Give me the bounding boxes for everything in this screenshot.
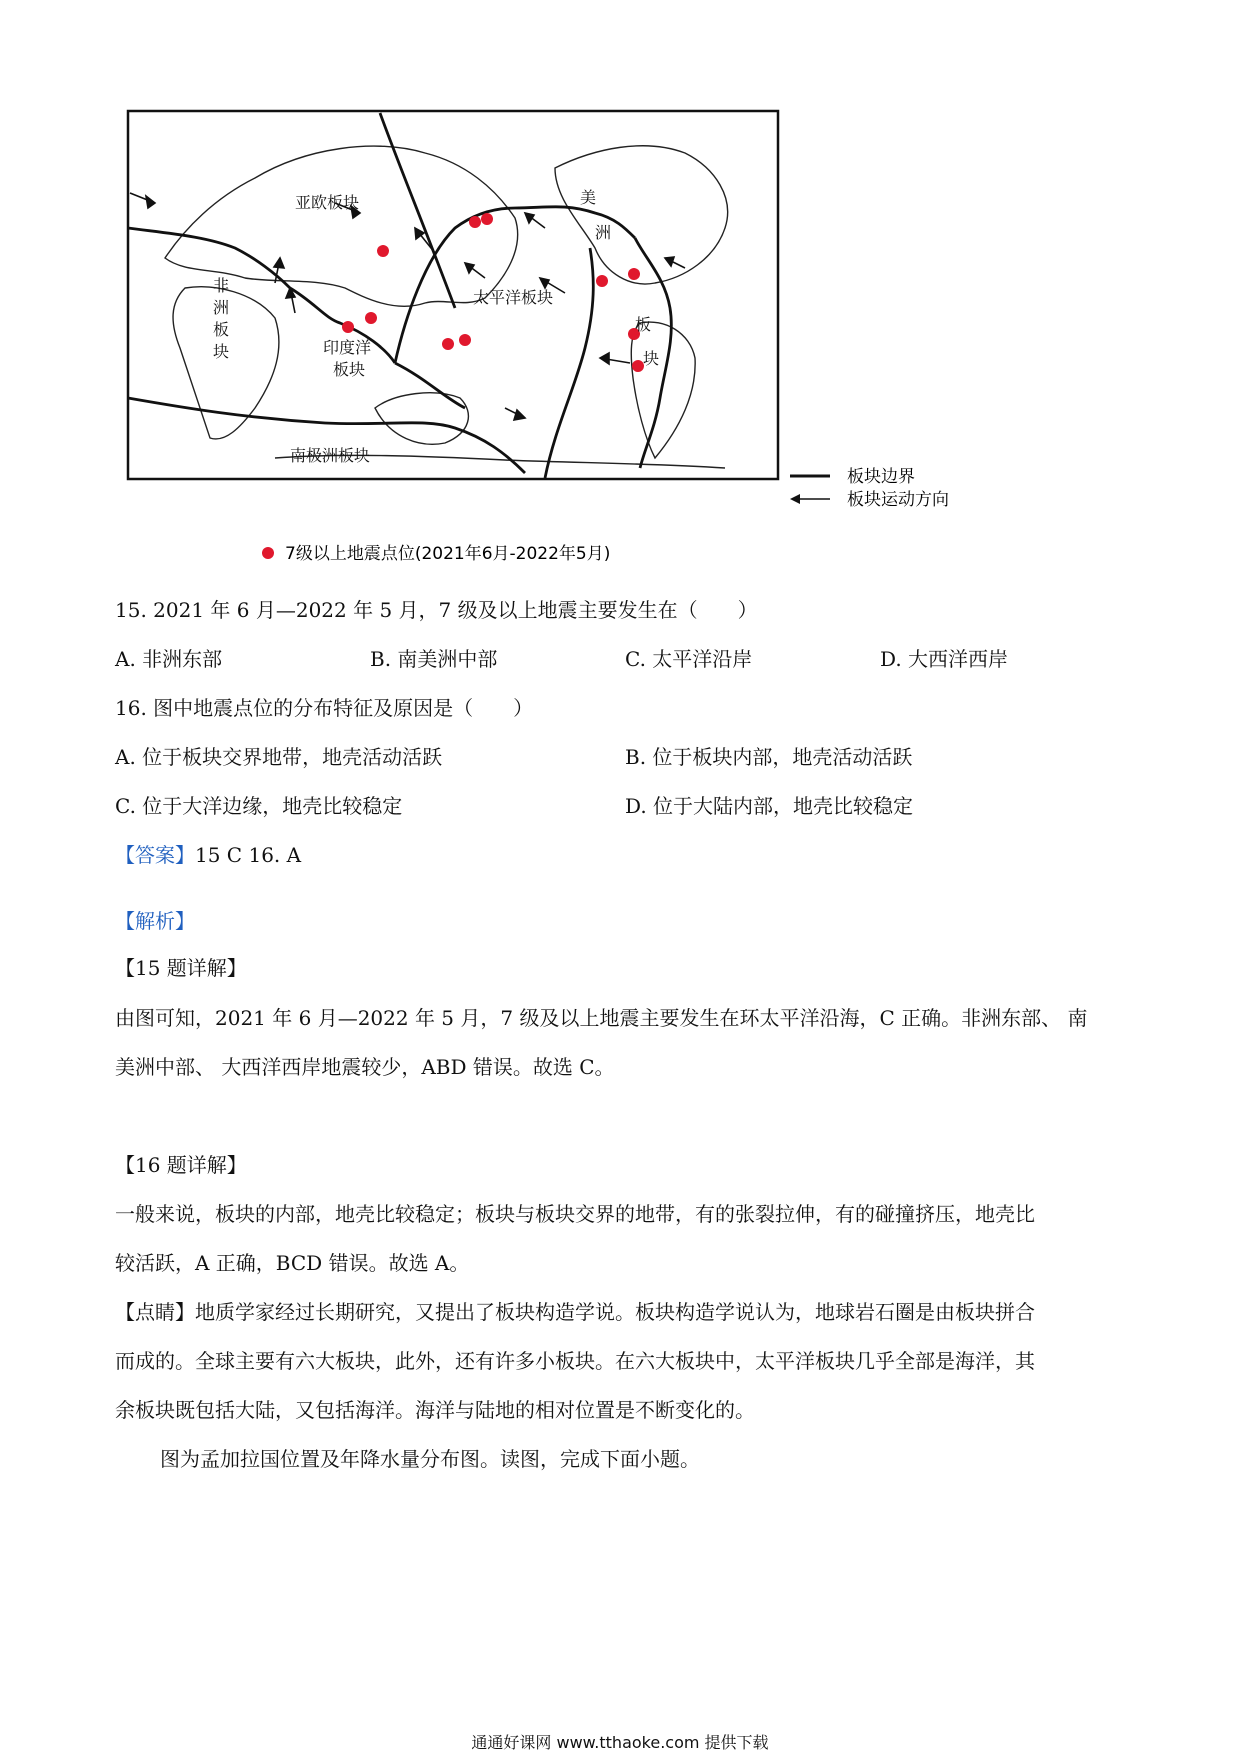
next-intro: 图为孟加拉国位置及年降水量分布图。读图，完成下面小题。 <box>160 1447 700 1471</box>
quake-point <box>481 213 493 225</box>
plate-map <box>125 108 985 568</box>
quake-point <box>469 216 481 228</box>
quake-point <box>342 321 354 333</box>
label-africa: 板 <box>213 320 230 339</box>
legend-direction: 板块运动方向 <box>847 490 949 510</box>
q15-option-d: D. 大西洋西岸 <box>880 647 1009 671</box>
quake-point <box>459 334 471 346</box>
d15-text-1: 由图可知，2021 年 6 月—2022 年 5 月，7 级及以上地震主要发生在环太平洋沿海，C 正确。非洲东部、 南 <box>115 1006 1088 1030</box>
map-frame <box>128 111 778 479</box>
q16-option-a: A. 位于板块交界地带，地壳活动活跃 <box>115 745 443 769</box>
tip-text-1: 【点睛】地质学家经过长期研究，又提出了板块构造学说。板块构造学说认为，地球岩石圈是由板块拼合 <box>115 1300 1035 1324</box>
d16-text-1: 一般来说，板块的内部，地壳比较稳定；板块与板块交界的地带，有的张裂拉伸，有的碰撞挤压，地壳比 <box>115 1202 1035 1226</box>
label-america: 块 <box>643 349 660 368</box>
legend-quake: 7级以上地震点位(2021年6月-2022年5月) <box>285 544 611 564</box>
quake-point <box>377 245 389 257</box>
label-antarctic: 南极洲板块 <box>290 446 371 465</box>
answer-row <box>115 841 301 869</box>
q15-option-b: B. 南美洲中部 <box>370 647 498 671</box>
d15-title: 【15 题详解】 <box>115 956 247 980</box>
label-america: 板 <box>635 315 652 334</box>
q16-option-c: C. 位于大洋边缘，地壳比较稳定 <box>115 794 403 818</box>
tip-text-3: 余板块既包括大陆，又包括海洋。海洋与陆地的相对位置是不断变化的。 <box>115 1398 755 1422</box>
label-eurasia: 亚欧板块 <box>295 193 360 212</box>
quake-point <box>596 275 608 287</box>
label-indian: 板块 <box>333 360 366 379</box>
analysis-label: 【解析】 <box>115 909 195 933</box>
legend-boundary: 板块边界 <box>847 467 915 487</box>
quake-point <box>442 338 454 350</box>
q16-option-b: B. 位于板块内部，地壳活动活跃 <box>625 745 913 769</box>
quake-point <box>628 268 640 280</box>
label-pacific: 太平洋板块 <box>473 288 554 307</box>
q16-stem: 16. 图中地震点位的分布特征及原因是（ ） <box>115 696 534 720</box>
tip-text-2: 而成的。全球主要有六大板块，此外，还有许多小板块。在六大板块中，太平洋板块几乎全部是海洋，其 <box>115 1349 1035 1373</box>
d16-text-2: 较活跃，A 正确，BCD 错误。故选 A。 <box>115 1251 470 1275</box>
q15-option-a: A. 非洲东部 <box>115 647 223 671</box>
q15-stem: 15. 2021 年 6 月—2022 年 5 月，7 级及以上地震主要发生在（ ） <box>115 598 758 622</box>
label-africa: 非 <box>213 276 230 295</box>
answer-label: 【答案】 <box>115 843 195 867</box>
d16-title: 【16 题详解】 <box>115 1153 247 1177</box>
legend-quake-dot <box>262 547 274 559</box>
label-indian: 印度洋 <box>323 338 372 357</box>
q16-option-d: D. 位于大陆内部，地壳比较稳定 <box>625 794 914 818</box>
footer-source: 通通好课网 www.tthaoke.com 提供下载 <box>471 1733 769 1752</box>
label-america: 洲 <box>595 223 612 242</box>
legend-arrow-head <box>790 494 800 504</box>
d15-text-2: 美洲中部、 大西洋西岸地震较少，ABD 错误。故选 C。 <box>115 1055 615 1079</box>
label-africa: 洲 <box>213 298 230 317</box>
answer-text: 15 C 16. A <box>195 843 302 867</box>
quake-point <box>365 312 377 324</box>
label-america: 美 <box>580 188 597 207</box>
q15-option-c: C. 太平洋沿岸 <box>625 647 753 671</box>
label-africa: 块 <box>213 342 230 361</box>
